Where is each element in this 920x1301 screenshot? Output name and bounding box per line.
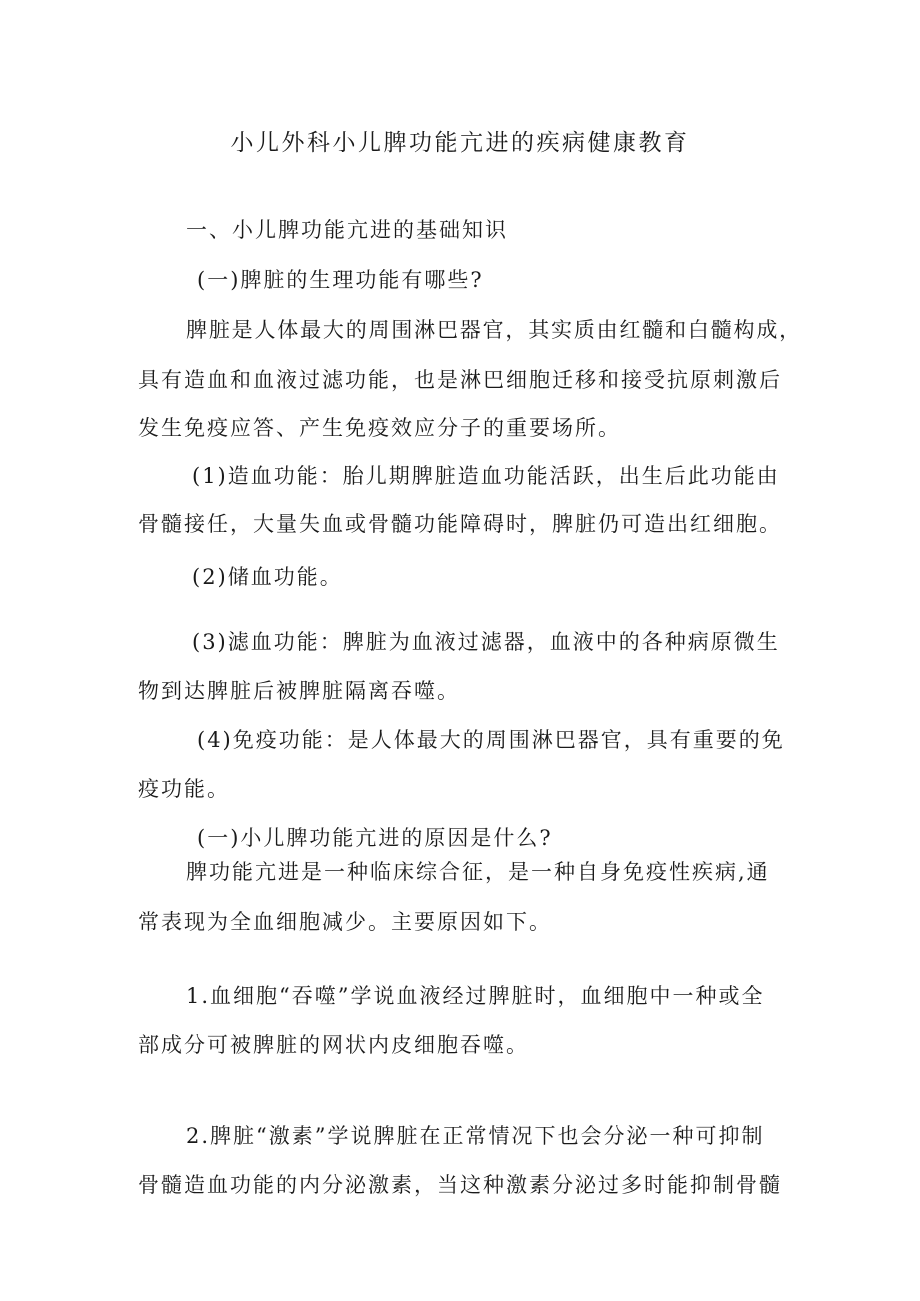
- list-item-line: (2)储血功能。: [192, 565, 343, 589]
- paragraph-line: 具有造血和血液过滤功能，也是淋巴细胞迁移和接受抗原刺激后: [138, 368, 782, 392]
- list-item-line: 部成分可被脾脏的网状内皮细胞吞噬。: [138, 1033, 529, 1057]
- list-item-line: 骨髓造血功能的内分泌激素，当这种激素分泌过多时能抑制骨髓: [138, 1173, 782, 1197]
- section-heading: 一、小儿脾功能亢进的基础知识: [186, 218, 508, 242]
- list-item-line: (1)造血功能：胎儿期脾脏造血功能活跃，出生后此功能由: [192, 464, 780, 488]
- paragraph-line: 发生免疫应答、产生免疫效应分子的重要场所。: [138, 416, 621, 440]
- paragraph-line: 常表现为全血细胞减少。主要原因如下。: [138, 910, 552, 934]
- subsection-heading: (一)小儿脾功能亢进的原因是什么?: [197, 826, 553, 850]
- document-title: 小儿外科小儿脾功能亢进的疾病健康教育: [230, 130, 690, 156]
- list-item-line: 2.脾脏“激素”学说脾脏在正常情况下也会分泌一种可抑制: [186, 1124, 765, 1148]
- list-item-line: 1.血细胞“吞噬”学说血液经过脾脏时，血细胞中一种或全: [186, 984, 765, 1008]
- list-item-line: (3)滤血功能：脾脏为血液过滤器，血液中的各种病原微生: [192, 630, 780, 654]
- list-item-line: 疫功能。: [138, 777, 230, 801]
- paragraph-line: 脾功能亢进是一种临床综合征，是一种自身免疫性疾病,通: [186, 860, 770, 884]
- list-item-line: 骨髓接任，大量失血或骨髓功能障碍时，脾脏仍可造出红细胞。: [138, 512, 782, 536]
- list-item-line: 物到达脾脏后被脾脏隔离吞噬。: [138, 679, 460, 703]
- paragraph-line: 脾脏是人体最大的周围淋巴器官，其实质由红髓和白髓构成，: [186, 318, 802, 342]
- subsection-heading: (一)脾脏的生理功能有哪些?: [197, 268, 484, 292]
- list-item-line: (4)免疫功能：是人体最大的周围淋巴器官，具有重要的免: [197, 728, 785, 752]
